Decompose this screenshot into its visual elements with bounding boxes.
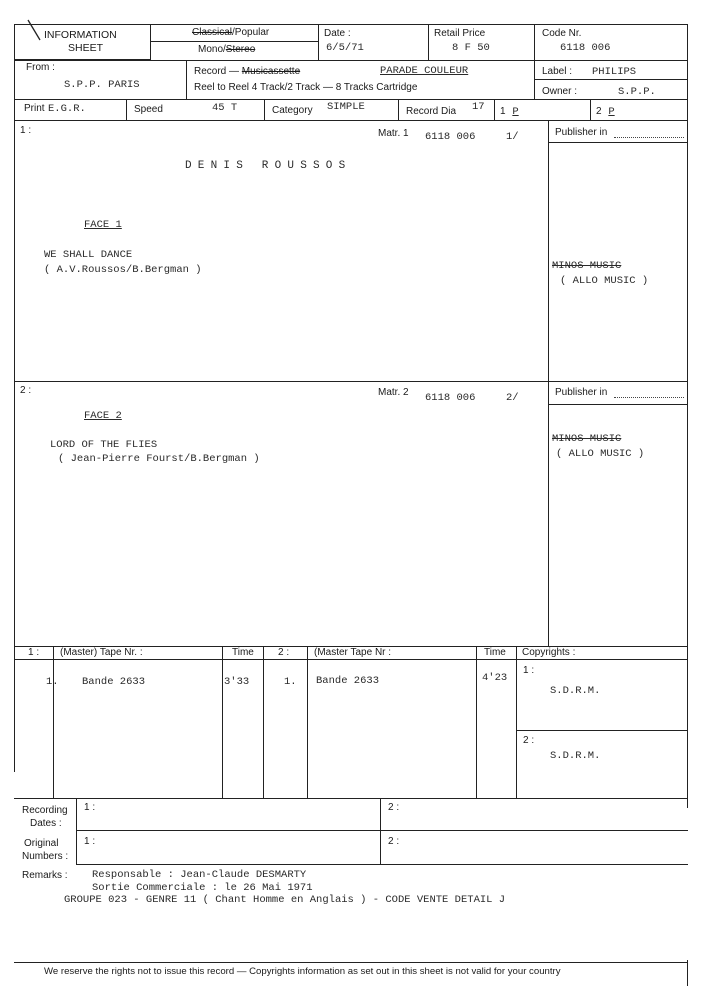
side1-p-label: 1	[500, 106, 506, 117]
recording-dates-label-1: Recording	[22, 805, 68, 816]
print-label: Print	[24, 103, 45, 114]
code-number-label: Code Nr.	[542, 28, 582, 39]
remarks-label: Remarks :	[22, 870, 68, 881]
original-numbers-label-1: Original	[24, 838, 59, 849]
tape-col-num2: 2 :	[278, 647, 290, 658]
category-value: SIMPLE	[327, 101, 365, 113]
side1-number: 1 :	[20, 125, 32, 136]
label-value: PHILIPS	[592, 66, 637, 78]
label-label: Label :	[542, 66, 573, 77]
tape1-row-num: 1.	[46, 676, 59, 688]
footer-disclaimer: We reserve the rights not to issue this record — Copyrights information as set out in this sheet is not valid for your country	[44, 966, 561, 977]
matr1-value: 6118 006	[425, 131, 476, 143]
speed-value: 45 T	[212, 102, 238, 114]
face2-credits: ( Jean-Pierre Fourst/B.Bergman )	[58, 453, 260, 465]
face2-heading: FACE 2	[84, 410, 122, 422]
date-value: 6/5/71	[326, 42, 364, 54]
tape-col-copyrights: Copyrights :	[522, 647, 576, 658]
artist-name: DENIS ROUSSOS	[185, 160, 352, 172]
record-format-field	[194, 66, 300, 77]
retail-price-value: 8 F 50	[452, 42, 490, 54]
reel-cartridge-text: Reel to Reel 4 Track/2 Track — 8 Tracks Cartridge	[194, 82, 418, 93]
from-label: From :	[26, 62, 55, 73]
matr2-label: Matr. 2	[378, 387, 409, 398]
face1-credits: ( A.V.Roussos/B.Bergman )	[44, 264, 202, 276]
publisher2-dotted-line	[614, 397, 684, 398]
recording-dates-col2: 2 :	[388, 802, 400, 813]
corner-tick-mark	[26, 18, 44, 44]
matr2-suffix: 2/	[506, 392, 519, 404]
print-value: E.G.R.	[48, 103, 86, 115]
recording-dates-col1: 1 :	[84, 802, 96, 813]
publisher1-struck: MINOS MUSIC	[552, 260, 622, 272]
publisher1-value: ( ALLO MUSIC )	[560, 275, 649, 287]
type-popular: /Popular	[232, 27, 270, 38]
original-numbers-col1: 1 :	[84, 836, 96, 847]
copyright2-value: S.D.R.M.	[550, 750, 601, 762]
record-format-label: Record —	[194, 66, 240, 77]
side1-p-value: P	[512, 106, 519, 118]
copyright2-label: 2 :	[523, 735, 535, 746]
stereo-struck: Stereo	[225, 44, 256, 55]
publisher2-struck: MINOS MUSIC	[552, 433, 622, 445]
tape-col-time2: Time	[484, 647, 506, 658]
face1-song-title: WE SHALL DANCE	[44, 249, 133, 261]
speed-label: Speed	[134, 104, 163, 115]
type-classical-struck: Classical	[192, 27, 233, 38]
publisher2-label: Publisher in	[555, 387, 608, 398]
original-numbers-col2: 2 :	[388, 836, 400, 847]
matr1-label: Matr. 1	[378, 128, 409, 139]
record-type-field	[192, 27, 269, 38]
sheet-title-line1: INFORMATION	[44, 29, 117, 41]
sheet-title-line2: SHEET	[68, 42, 104, 54]
side1-p-field	[500, 106, 519, 118]
record-dia-label: Record Dia	[406, 106, 457, 117]
mono-text: Mono/	[198, 44, 226, 55]
record-series-value: PARADE COULEUR	[380, 65, 469, 77]
remarks-line3: GROUPE 023 - GENRE 11 ( Chant Homme en Anglais ) - CODE VENTE DETAIL J	[64, 894, 506, 906]
side2-p-label: 2	[596, 106, 602, 117]
copyright1-value: S.D.R.M.	[550, 685, 601, 697]
remarks-line1: Responsable : Jean-Claude DESMARTY	[92, 869, 307, 881]
original-numbers-label-2: Numbers :	[22, 851, 69, 862]
tape2-row-num: 1.	[284, 676, 297, 688]
tape2-number: Bande 2633	[316, 675, 380, 687]
category-label: Category	[272, 105, 313, 116]
record-dia-value: 17	[472, 101, 485, 113]
recording-dates-label-2: Dates :	[30, 818, 62, 829]
side2-p-field	[596, 106, 615, 118]
tape1-time: 3'33	[224, 676, 250, 688]
face1-heading: FACE 1	[84, 219, 122, 231]
tape-col-master1: (Master) Tape Nr. :	[60, 647, 143, 658]
publisher1-label: Publisher in	[555, 127, 608, 138]
owner-value: S.P.P.	[618, 86, 656, 98]
publisher1-dotted-line	[614, 137, 684, 138]
matr1-suffix: 1/	[506, 131, 519, 143]
side2-number: 2 :	[20, 385, 32, 396]
mono-stereo-field	[198, 44, 255, 55]
tape-col-master2: (Master Tape Nr :	[314, 647, 392, 658]
matr2-value: 6118 006	[425, 392, 476, 404]
date-label: Date :	[324, 28, 351, 39]
side2-p-value: P	[608, 106, 615, 118]
tape1-number: Bande 2633	[82, 676, 146, 688]
code-number-value: 6118 006	[560, 42, 611, 54]
owner-label: Owner :	[542, 86, 578, 97]
tape-col-num1: 1 :	[28, 647, 40, 658]
musicassette-struck: Musicassette	[241, 66, 301, 77]
copyright1-label: 1 :	[523, 665, 535, 676]
tape2-time: 4'23	[482, 672, 508, 684]
from-value: S.P.P. PARIS	[64, 79, 140, 91]
tape-col-time1: Time	[232, 647, 254, 658]
remarks-line2: Sortie Commerciale : le 26 Mai 1971	[92, 882, 313, 894]
publisher2-value: ( ALLO MUSIC )	[556, 448, 645, 460]
retail-price-label: Retail Price	[434, 28, 486, 39]
face2-song-title: LORD OF THE FLIES	[50, 439, 158, 451]
